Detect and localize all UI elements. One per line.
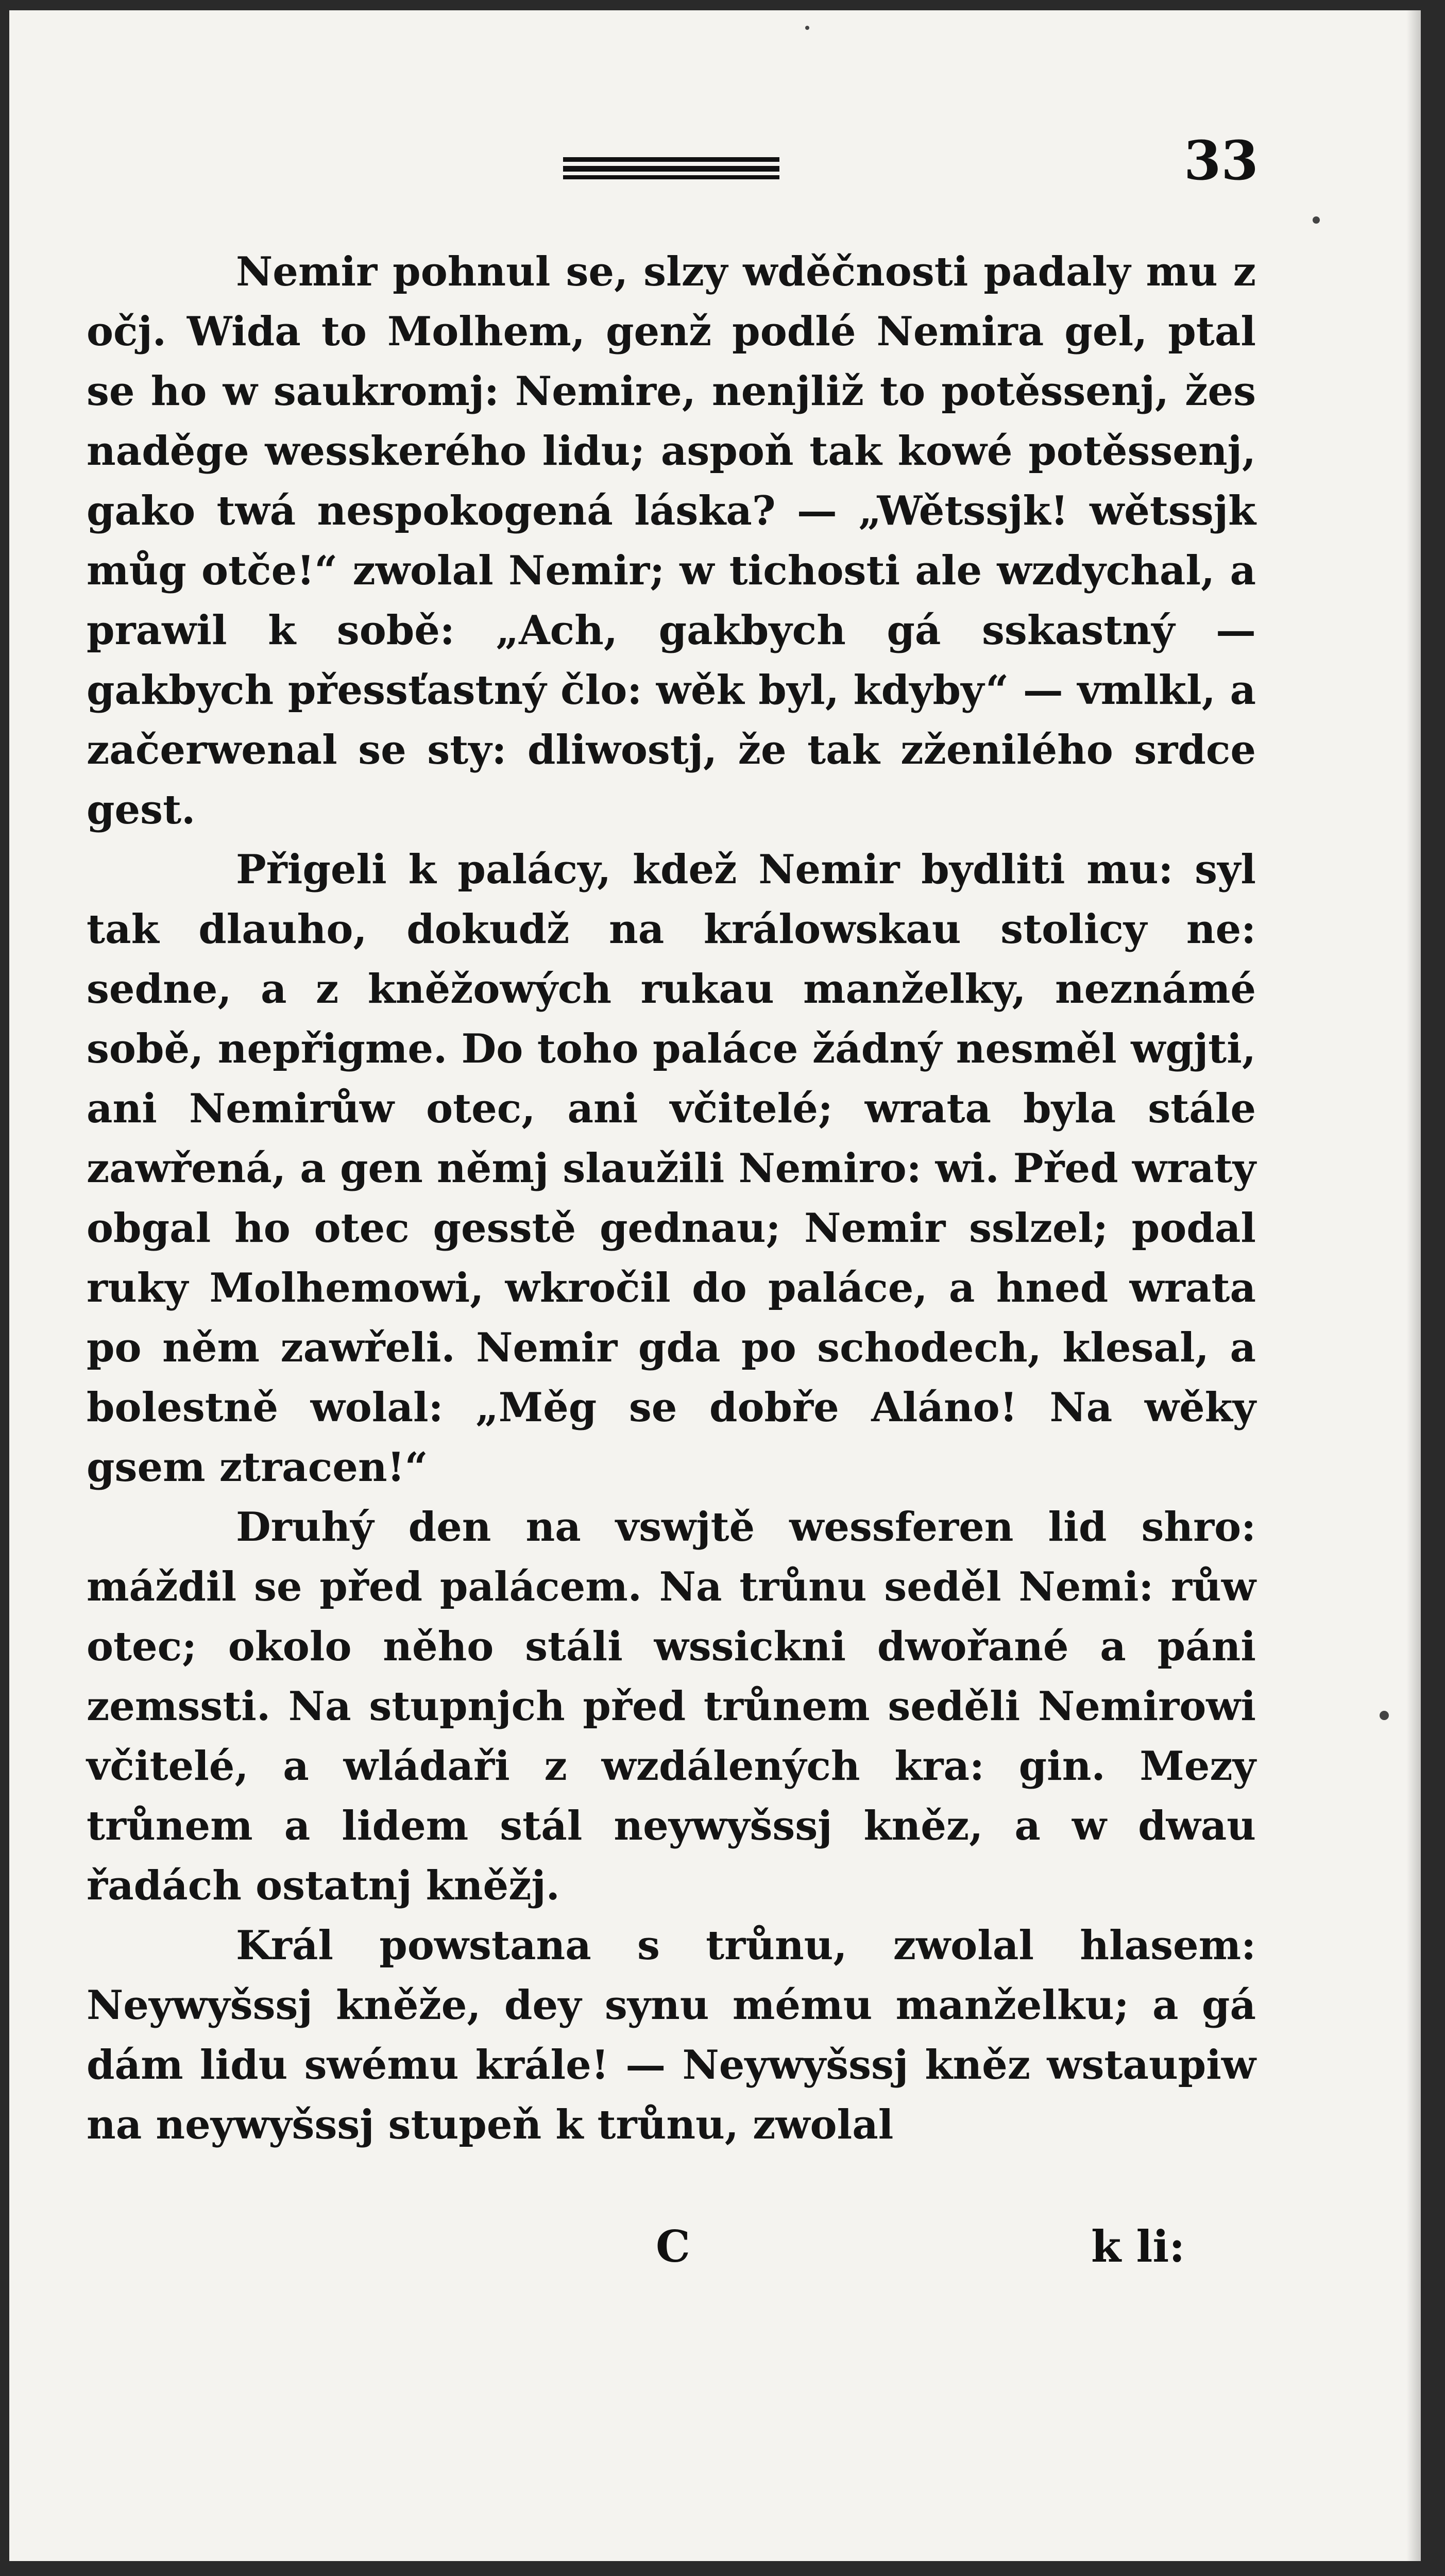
body-text xyxy=(87,242,1256,2155)
paragraph-4: Král powstana s trůnu, zwolal hlasem: Neywyšssj kněže, dey synu mému manželku; a gá dám lidu swému krále! — Neywyšssj kněz wstaupiw na neywyšssj stupeň k trůnu, zwolal xyxy=(87,1922,1256,2148)
ornament-bar-middle xyxy=(563,166,779,172)
paragraph-3: Druhý den na vswjtě wessferen lid shro: máždil se před palácem. Na trůnu seděl Nemi: růw otec; okolo něho stáli wssickni dwořané a páni zemssti. Na stupnjch před trůnem seděli Nemirowi včitelé, a wládaři z wzdálených kra: gin. Mezy trůnem a lidem stál neywyšssj kněz, a w dwau řadách ostatnj kněžj. xyxy=(87,1504,1256,1909)
book-page xyxy=(9,10,1421,2561)
page-footer xyxy=(9,2221,1421,2283)
header-ornament-rule xyxy=(563,157,779,180)
catchword: k li: xyxy=(1091,2221,1185,2272)
signature-mark: C xyxy=(656,2221,690,2272)
ornament-bar-top xyxy=(563,157,779,162)
ink-speck xyxy=(805,26,809,30)
ornament-bar-bottom xyxy=(563,175,779,179)
paragraph-1: Nemir pohnul se, slzy wděčnosti padaly mu z očj. Wida to Molhem, genž podlé Nemira gel, ptal se ho w saukromj: Nemire, nenjliž to potěssenj, žes naděge wesskerého lidu; aspoň tak kowé potěssenj, gako twá nespokogená láska? — „Wětssjk! wětssjk můg otče!“ zwolal Nemir; w tichosti ale wzdychal, a prawil k sobě: „Ach, gakbych gá sskastný — gakbych přessťastný člo: wěk byl, kdyby“ — vmlkl, a začerwenal se sty: dliwostj, že tak zženilého srdce gest. xyxy=(87,248,1256,833)
ink-speck xyxy=(1380,1711,1389,1720)
ink-speck xyxy=(1313,216,1320,224)
paragraph-2: Přigeli k palácy, kdež Nemir bydliti mu: syl tak dlauho, dokudž na králowskau stolicy ne: sedne, a z kněžowých rukau manželky, neznámé sobě, nepřigme. Do toho paláce žádný nesměl wgjti, ani Nemirůw otec, ani včitelé; wrata byla stále zawřená, a gen němj slaužili Nemiro: wi. Před wraty obgal ho otec gesstě gednau; Nemir sslzel; podal ruky Molhemowi, wkročil do paláce, a hned wrata po něm zawřeli. Nemir gda po schodech, klesal, a bolestně wolal: „Měg se dobře Aláno! Na wěky gsem ztracen!“ xyxy=(87,846,1256,1491)
page-number: 33 xyxy=(1184,129,1259,192)
